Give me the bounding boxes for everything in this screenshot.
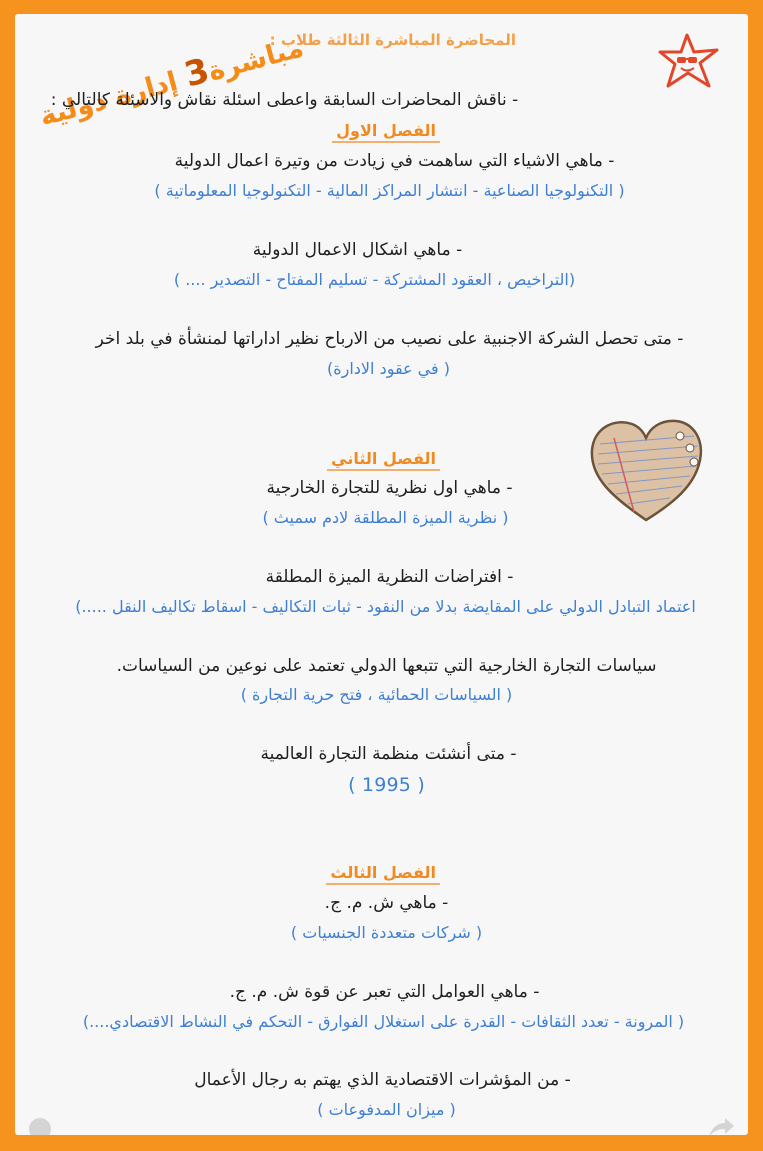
document-page [15, 14, 748, 1135]
watermark-title [18, 14, 323, 148]
question-3: - متى تحصل الشركة الاجنبية على نصيب من الارباح نظير اداراتها لمنشأة في بلد اخر [95, 329, 684, 349]
question-10: - من المؤشرات الاقتصادية الذي يهتم به رجال الأعمال [194, 1070, 571, 1090]
answer-8: ( شركات متعددة الجنسيات ) [290, 923, 483, 942]
question-4: - ماهي اول نظرية للتجارة الخارجية [266, 478, 513, 498]
watermark-prefix: مباشرة [204, 32, 307, 88]
answer-2: (التراخيص ، العقود المشتركة - تسليم المفتاح - التصدير .... ) [173, 270, 576, 289]
section-3-title: الفصل الثالث [326, 863, 440, 885]
share-icon [707, 1116, 735, 1135]
answer-4: ( نظرية الميزة المطلقة لادم سميث ) [262, 508, 509, 527]
answer-6: ( السياسات الحمائية ، فتح حرية التجارة ) [240, 685, 513, 704]
section-2-title: الفصل الثاني [327, 449, 440, 471]
answer-9: ( المرونة - تعدد الثقافات - القدرة على استغلال الفوارق - التحكم في النشاط الاقتصادي....) [82, 1012, 685, 1031]
answer-1: ( التكنولوجيا الصناعية - انتشار المراكز المالية - التكنولوجيا المعلوماتية ) [154, 181, 625, 200]
watermark-number: 3 [180, 50, 214, 96]
question-7: - متى أنشئت منظمة التجارة العالمية [260, 744, 517, 764]
intro-line: - ناقش المحاضرات السابقة واعطى اسئلة نقاش والاسئلة كالتالي : [50, 90, 519, 110]
answer-5: اعتماد التبادل الدولي على المقايضة بدلا من النقود - ثبات التكاليف - اسقاط تكاليف النقل .....) [75, 597, 696, 616]
star-mascot-logo-icon [657, 32, 721, 90]
watermark-suffix: إدارة دولية [36, 63, 191, 133]
lecture-header: المحاضرة المباشرة الثالثة طلاب : [269, 31, 516, 49]
section-1-title: الفصل الاول [332, 121, 440, 143]
question-6: سياسات التجارة الخارجية التي تتبعها الدولي تعتمد على نوعين من السياسات. [116, 656, 657, 676]
question-5: - افتراضات النظرية الميزة المطلقة [265, 567, 514, 587]
question-8: - ماهي ش. م. ج. [324, 893, 449, 913]
question-1: - ماهي الاشياء التي ساهمت في زيادت من وتيرة اعمال الدولية [174, 151, 615, 171]
circle-icon [29, 1118, 51, 1135]
answer-3: ( في عقود الادارة) [326, 359, 450, 378]
question-2: - ماهي اشكال الاعمال الدولية [252, 240, 463, 260]
answer-10: ( ميزان المدفوعات ) [317, 1100, 456, 1119]
answer-7: ( 1995 ) [348, 774, 425, 796]
question-9: - ماهي العوامل التي تعبر عن قوة ش. م. ج. [229, 982, 540, 1002]
